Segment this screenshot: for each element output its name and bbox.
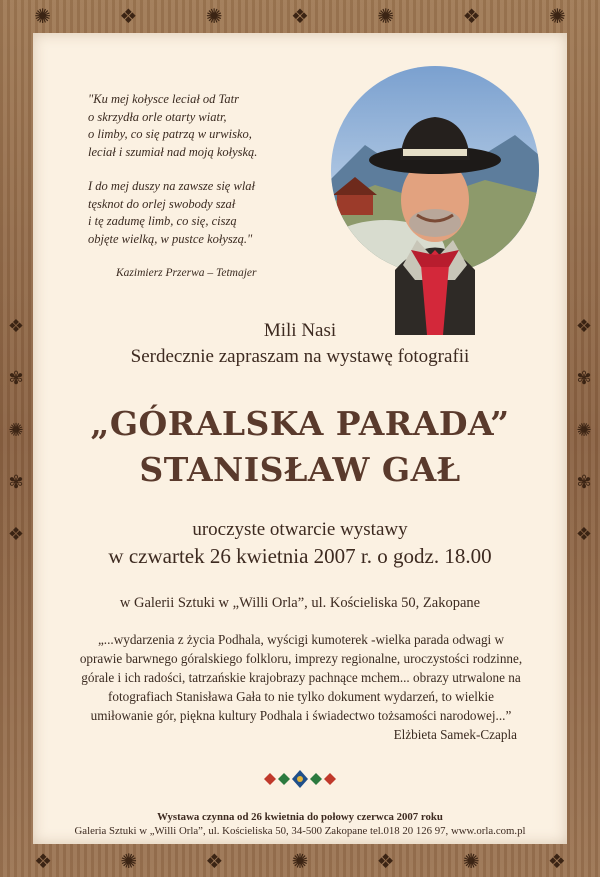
poem-line: I do mej duszy na zawsze się wlał	[88, 179, 256, 193]
folk-rosette-icon: ❖	[119, 5, 138, 28]
event-venue: w Galerii Sztuki w „Willi Orla”, ul. Kościeliska 50, Zakopane	[119, 595, 481, 611]
folk-rosette-icon: ❖	[462, 5, 481, 28]
quote-signature: Elżbieta Samek-Czapla	[393, 727, 517, 742]
poem	[88, 91, 348, 283]
exhibition-title	[33, 401, 567, 493]
greeting-line-2: Serdecznie zapraszam na wystawę fotografii	[130, 346, 470, 367]
folk-rosette-icon: ✺	[8, 419, 24, 440]
footer	[33, 810, 567, 838]
poem-line: "Ku mej kołysce leciał od Tatr	[88, 92, 239, 106]
folk-rosette-icon: ❖	[34, 850, 53, 873]
folk-rosette-icon: ✺	[377, 5, 395, 28]
frame-right-border	[568, 300, 600, 560]
folk-rosette-icon: ❖	[575, 523, 593, 544]
quote-line: górale i ich radości, tatrzańskie krajobrazy pachnące mchem... obrazy utrwalone na	[81, 670, 521, 685]
frame-left-border	[0, 300, 32, 560]
folk-rosette-icon: ✾	[8, 471, 24, 492]
event-info	[33, 517, 567, 569]
quote-line: umiłowanie gór, piękna kultury Podhala i świadectwo tożsamości narodowej...”	[90, 708, 512, 723]
folk-ornament-icon	[262, 768, 338, 790]
folk-rosette-icon: ✾	[576, 367, 592, 388]
poem-line: o limby, co się patrzą w urwisko,	[88, 127, 252, 141]
folk-rosette-icon: ✺	[205, 5, 223, 28]
frame-top-border	[0, 0, 600, 32]
folk-rosette-icon: ✾	[8, 367, 24, 388]
frame-bottom-border	[0, 845, 600, 877]
footer-contact: Galeria Sztuki w „Willi Orla”, ul. Kościeliska 50, 34-500 Zakopane tel.018 20 126 97, www.orla.com.pl	[74, 825, 526, 837]
poem-line: o skrzydła orle otarty wiatr,	[88, 109, 227, 124]
quote-line: „...wydarzenia z życia Podhala, wyścigi kumoterek -wielka parada odwagi w	[97, 632, 505, 647]
folk-rosette-icon: ❖	[7, 315, 25, 336]
folk-rosette-icon: ❖	[575, 315, 593, 336]
folk-rosette-icon: ✺	[291, 850, 309, 873]
quote-block	[71, 630, 531, 744]
folk-rosette-icon: ❖	[7, 523, 25, 544]
poem-author: Kazimierz Przerwa – Tetmajer	[116, 267, 257, 279]
poem-line: leciał i szumiał nad moją kołyską.	[88, 144, 258, 159]
title-line-2: STANISŁAW GAŁ	[139, 450, 461, 489]
folk-rosette-icon: ❖	[205, 850, 224, 873]
event-date: w czwartek 26 kwietnia 2007 r. o godz. 18.00	[108, 544, 492, 568]
poem-line: tęsknot do orlej swobody szał	[88, 196, 236, 211]
footer-dates: Wystawa czynna od 26 kwietnia do połowy czerwca 2007 roku	[157, 811, 443, 823]
poem-line: objęte wielką, w pustce kołyszą."	[88, 231, 253, 246]
folk-rosette-icon: ✺	[34, 5, 51, 28]
poem-stanza-1	[88, 91, 348, 161]
folk-rosette-icon: ✺	[120, 850, 138, 873]
folk-rosette-icon: ✺	[576, 419, 592, 440]
quote-line: oprawie barwnego góralskiego folkloru, imprezy regionalne, uroczystości rodzinne,	[79, 651, 523, 666]
folk-rosette-icon: ✾	[576, 471, 592, 492]
highlander-portrait	[325, 65, 545, 335]
quote-line: fotografiach Stanisława Gała to nie tylko dokument wydarzeń, to wielkie	[108, 689, 494, 704]
folk-rosette-icon: ❖	[376, 850, 395, 873]
greeting	[33, 318, 567, 370]
folk-rosette-icon: ✺	[548, 5, 566, 28]
poem-stanza-2	[88, 178, 348, 248]
title-line-1: „GÓRALSKA PARADA”	[90, 404, 510, 443]
folk-rosette-icon: ❖	[547, 850, 566, 873]
invitation-panel	[33, 33, 567, 844]
folk-rosette-icon: ✺	[462, 850, 480, 873]
greeting-line-1: Mili Nasi	[263, 320, 337, 341]
event-line-1: uroczyste otwarcie wystawy	[192, 519, 408, 540]
folk-rosette-icon: ❖	[291, 5, 309, 28]
poem-line: i tę zadumę limb, co się, ciszą	[88, 214, 237, 228]
